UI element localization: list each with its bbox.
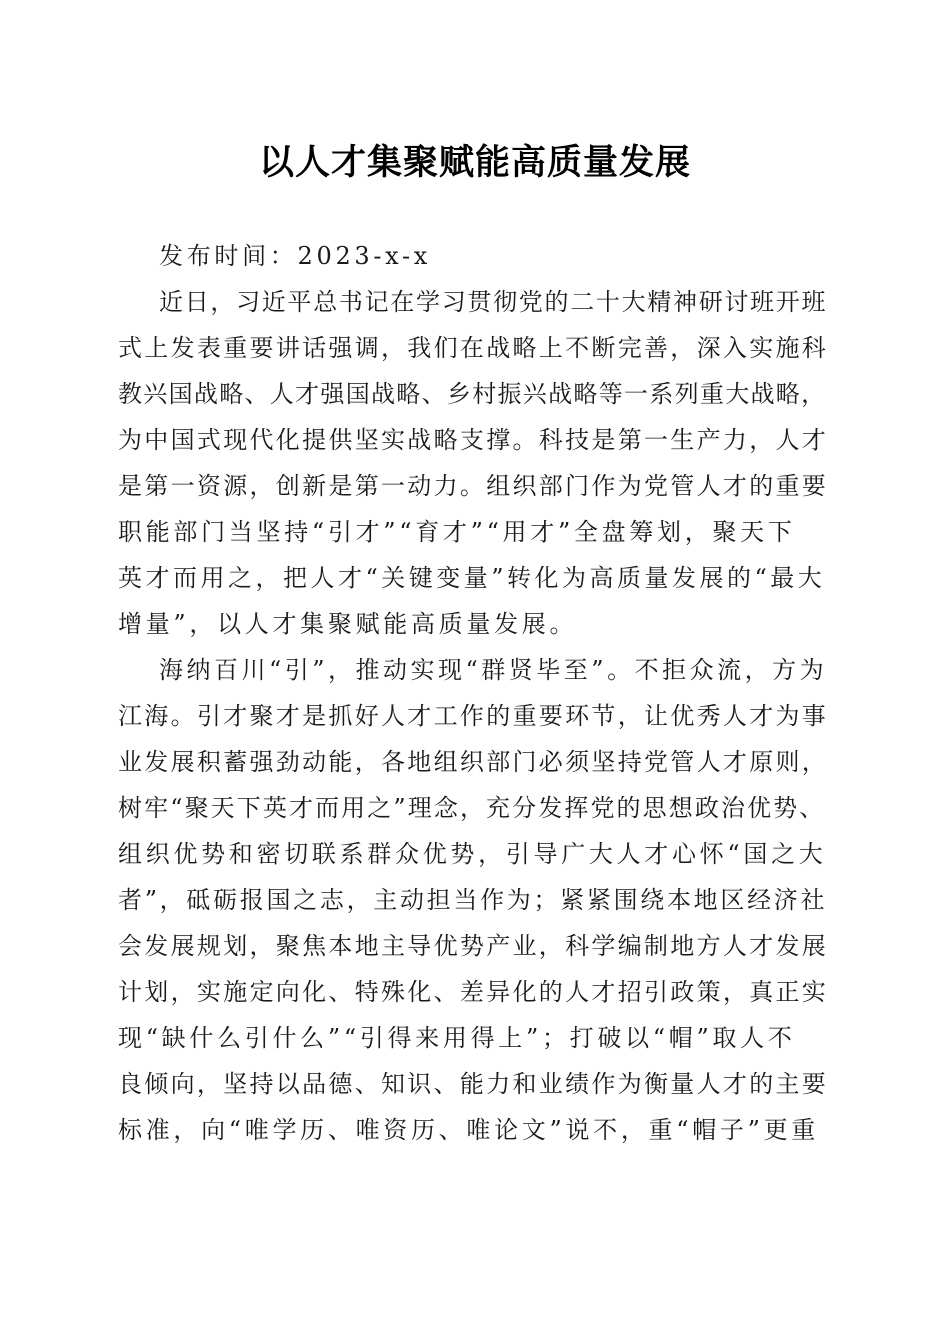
paragraph-2-line: 现“缺什么引什么”“引得来用得上”；打破以“帽”取人不 [118, 1024, 796, 1052]
paragraph-2-line: 业发展积蓄强劲动能，各地组织部门必须坚持党管人才原则， [118, 748, 829, 776]
paragraph-1-line: 为中国式现代化提供坚实战略支撑。科技是第一生产力，人才 [118, 426, 829, 454]
paragraph-1-line: 职能部门当坚持“引才”“育才”“用才”全盘筹划，聚天下 [118, 518, 796, 546]
paragraph-2-line: 良倾向，坚持以品德、知识、能力和业绩作为衡量人才的主要 [118, 1070, 829, 1098]
paragraph-2-line: 组织优势和密切联系群众优势，引导广大人才心怀“国之大 [118, 840, 827, 868]
paragraph-2-line: 计划，实施定向化、特殊化、差异化的人才招引政策，真正实 [118, 978, 829, 1006]
paragraph-2-line: 江海。引才聚才是抓好人才工作的重要环节，让优秀人才为事 [118, 702, 829, 730]
paragraph-2-line: 者”，砥砺报国之志，主动担当作为；紧紧围绕本地区经济社 [118, 886, 828, 914]
paragraph-1-line: 是第一资源，创新是第一动力。组织部门作为党管人才的重要 [118, 472, 829, 500]
paragraph-1-line: 近日，习近平总书记在学习贯彻党的二十大精神研讨班开班 [159, 288, 828, 316]
paragraph-2-line: 海纳百川“引”，推动实现“群贤毕至”。不拒众流，方为 [159, 656, 828, 684]
paragraph-1-line: 式上发表重要讲话强调，我们在战略上不断完善，深入实施科 [118, 334, 829, 362]
paragraph-1-line: 增量”，以人才集聚赋能高质量发展。 [118, 610, 578, 638]
document-title: 以人才集聚赋能高质量发展 [258, 142, 691, 183]
paragraph-2-line: 会发展规划，聚焦本地主导优势产业，科学编制地方人才发展 [118, 932, 829, 960]
paragraph-2-line: 树牢“聚天下英才而用之”理念，充分发挥党的思想政治优势、 [118, 794, 826, 822]
paragraph-2-line: 标准，向“唯学历、唯资历、唯论文”说不，重“帽子”更重 [118, 1116, 819, 1144]
paragraph-1-line: 教兴国战略、人才强国战略、乡村振兴战略等一系列重大战略， [118, 380, 827, 408]
document-body [118, 233, 830, 1153]
paragraph-1-line: 英才而用之，把人才“关键变量”转化为高质量发展的“最大 [118, 564, 826, 592]
publish-date: 发布时间：2023-x-x [159, 242, 432, 270]
